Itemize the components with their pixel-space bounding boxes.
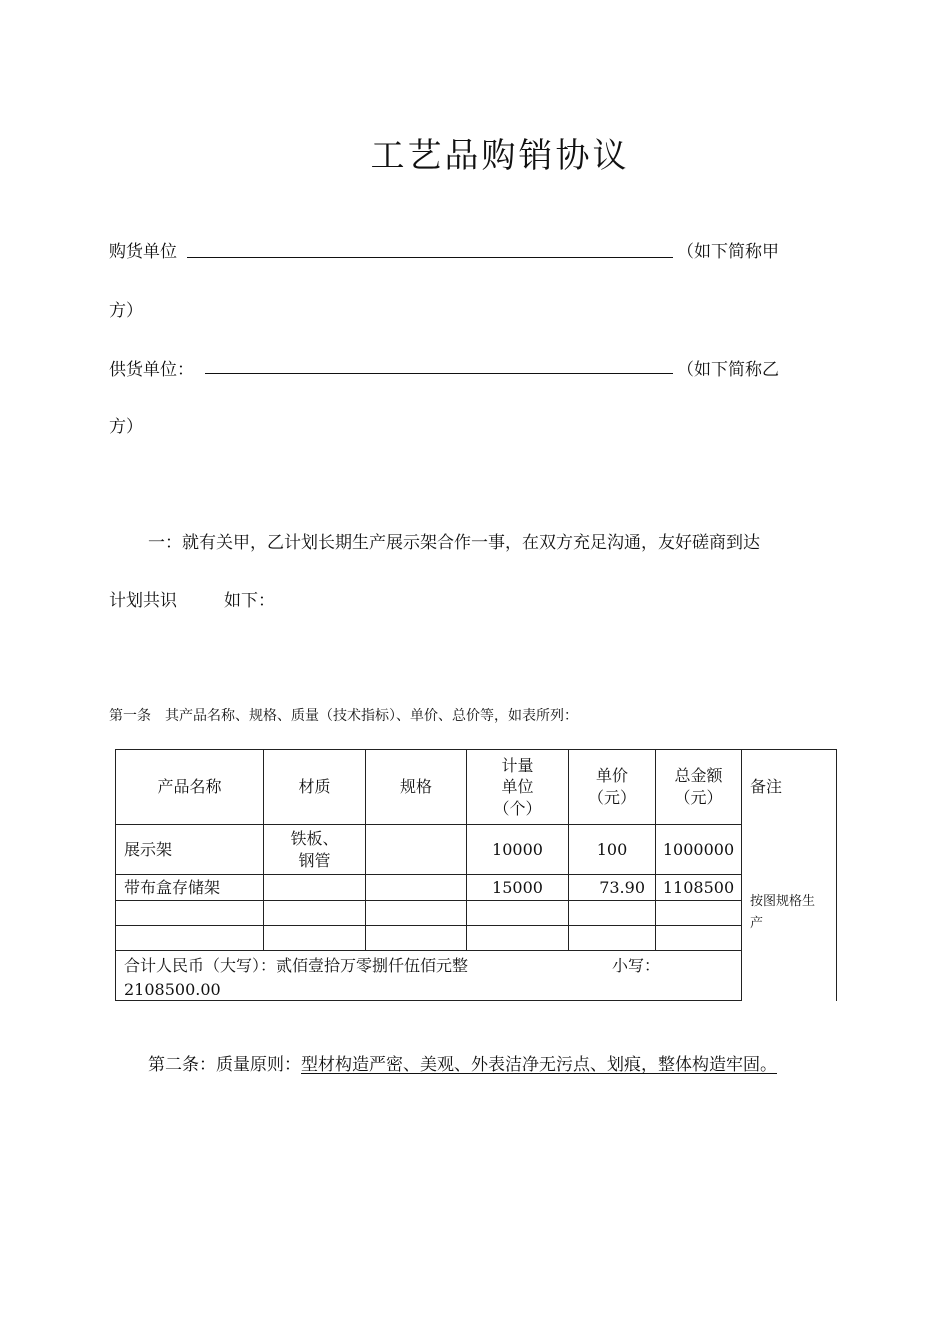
header-unit-price	[569, 750, 656, 825]
table-header-row	[116, 750, 837, 825]
row2-total: 1108500	[656, 875, 742, 901]
header-price-line2: （元）	[587, 788, 636, 807]
supplier-field-underline[interactable]	[205, 373, 673, 374]
row1-qty: 10000	[467, 825, 569, 875]
row2-qty: 15000	[467, 875, 569, 901]
buyer-label: 购货单位	[109, 242, 177, 262]
row1-name: 展示架	[116, 825, 264, 875]
note-cell-tail	[742, 951, 837, 1001]
note-cell	[742, 825, 837, 951]
buyer-field-underline[interactable]	[187, 257, 673, 258]
header-spec: 规格	[366, 750, 467, 825]
empty-cell	[569, 926, 656, 951]
clause-2-label: 第二条：质量原则：	[148, 1055, 301, 1075]
header-unit-line3: （个）	[493, 798, 542, 818]
empty-cell	[264, 901, 366, 926]
row1-material-line1: 铁板、	[290, 828, 339, 848]
supplier-label: 供货单位：	[109, 360, 194, 380]
header-unit-line1: 计量	[501, 755, 534, 775]
table-row	[116, 825, 837, 875]
product-table	[115, 749, 837, 1001]
header-price-line1: 单价	[595, 766, 628, 786]
header-product-name: 产品名称	[116, 750, 264, 825]
empty-cell	[467, 926, 569, 951]
table-row-empty	[116, 926, 837, 951]
buyer-suffix-wrap: 方）	[109, 301, 143, 321]
sum-small-value: 2108500.00	[124, 980, 221, 999]
clause-1: 第一条 其产品名称、规格、质量（技术指标）、单价、总价等，如表所列：	[109, 708, 578, 724]
intro-line-2a: 计划共识	[109, 591, 177, 611]
header-total-line2: （元）	[674, 788, 723, 807]
empty-cell	[656, 901, 742, 926]
header-total-line1: 总金额	[674, 766, 723, 786]
sum-label: 合计人民币（大写）：贰佰壹拾万零捌仟伍佰元整	[124, 956, 469, 975]
empty-cell	[569, 901, 656, 926]
clause-2-text: 型材构造严密、美观、外表洁净无污点、划痕，整体构造牢固。	[301, 1055, 777, 1075]
supplier-suffix-wrap: 方）	[109, 417, 143, 437]
row2-spec	[366, 875, 467, 901]
empty-cell	[366, 926, 467, 951]
empty-cell	[116, 926, 264, 951]
sum-small-label: 小写：	[612, 956, 661, 975]
row2-price: 73.90	[569, 875, 656, 901]
header-note: 备注	[742, 750, 837, 825]
row2-name: 带布盒存储架	[116, 875, 264, 901]
empty-cell	[656, 926, 742, 951]
header-material: 材质	[264, 750, 366, 825]
row1-spec	[366, 825, 467, 875]
clause-2	[148, 1050, 777, 1075]
row1-price: 100	[569, 825, 656, 875]
note-text-line2: 产	[750, 915, 764, 931]
empty-cell	[116, 901, 264, 926]
empty-cell	[366, 901, 467, 926]
header-total	[656, 750, 742, 825]
header-unit	[467, 750, 569, 825]
row1-total: 1000000	[656, 825, 742, 875]
document-title: 工艺品购销协议	[370, 136, 630, 176]
header-unit-line2: 单位	[501, 777, 534, 797]
table-row	[116, 875, 837, 901]
sum-cell	[116, 951, 742, 1001]
buyer-suffix: （如下简称甲	[677, 242, 779, 262]
intro-line-2b: 如下：	[224, 591, 275, 611]
table-row-empty	[116, 901, 837, 926]
supplier-suffix: （如下简称乙	[677, 360, 779, 380]
intro-line-1: 一：就有关甲，乙计划长期生产展示架合作一事，在双方充足沟通，友好磋商到达	[148, 533, 760, 553]
empty-cell	[264, 926, 366, 951]
row1-material-line2: 钢管	[298, 850, 331, 870]
row2-material	[264, 875, 366, 901]
row1-material	[264, 825, 366, 875]
note-text-line1: 按图规格生	[750, 893, 816, 909]
table-sum-row	[116, 951, 837, 1001]
empty-cell	[467, 901, 569, 926]
